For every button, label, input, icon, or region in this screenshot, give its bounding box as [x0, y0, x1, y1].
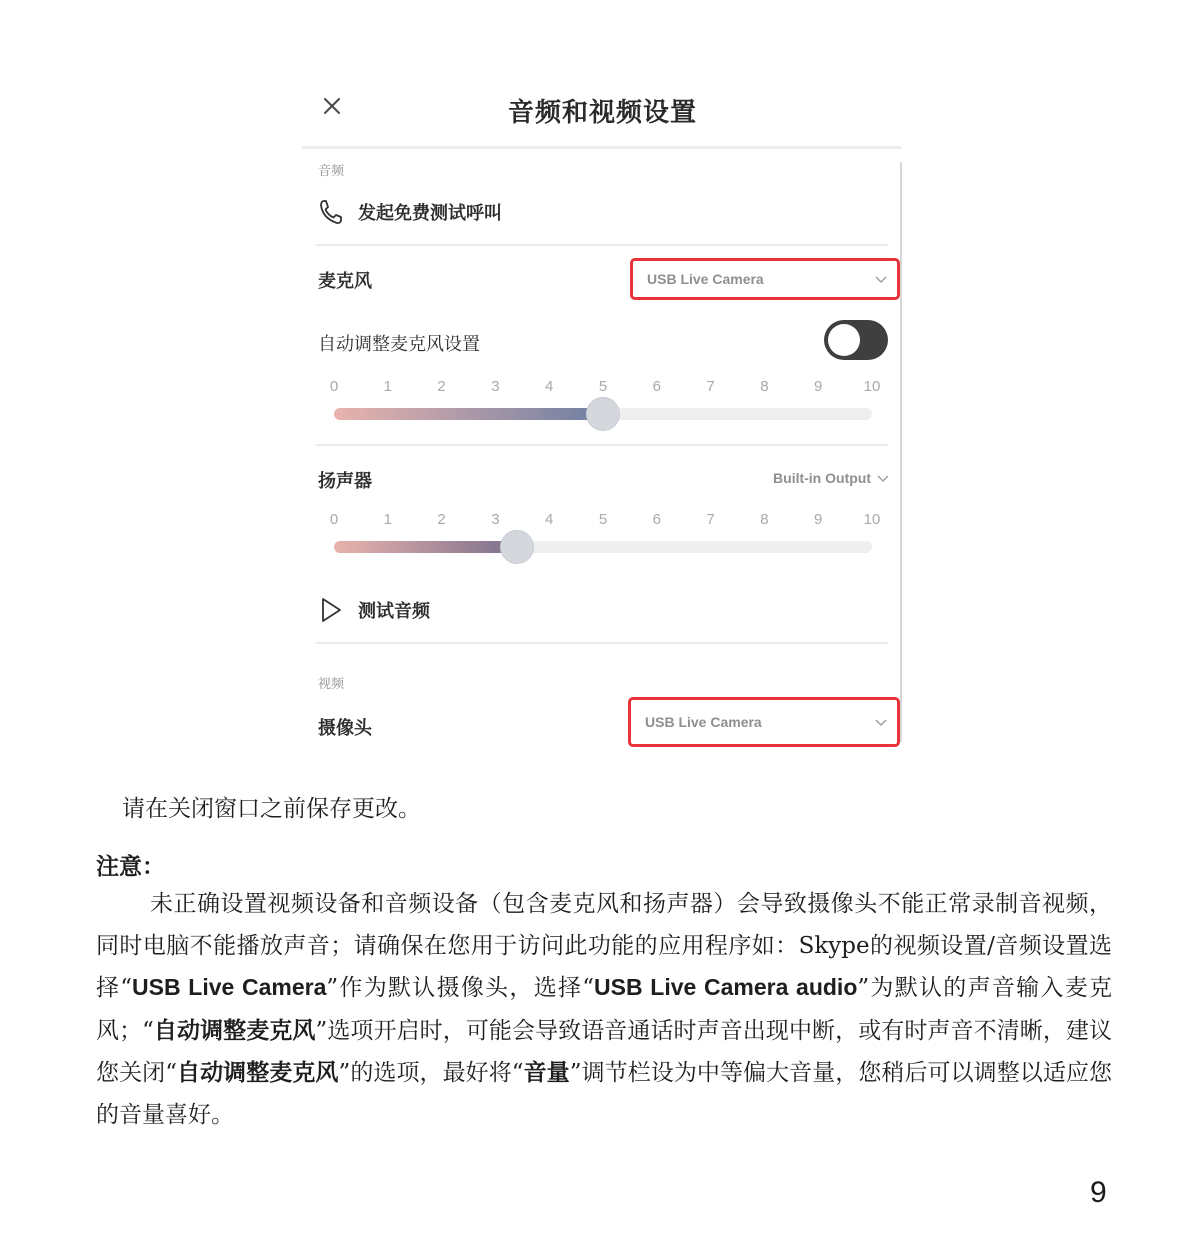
camera-select-value: USB Live Camera [645, 714, 762, 730]
scale-tick: 8 [760, 378, 769, 395]
scale-tick: 7 [706, 511, 715, 528]
divider [316, 444, 888, 446]
scale-tick: 2 [437, 378, 446, 395]
phone-icon [318, 198, 344, 226]
microphone-label: 麦克风 [318, 271, 372, 292]
camera-select[interactable] [628, 697, 900, 747]
note-heading: 注意： [96, 854, 165, 880]
auto-adjust-mic-toggle[interactable] [824, 320, 888, 360]
title-divider [302, 146, 902, 149]
test-call-button[interactable] [318, 198, 502, 226]
scale-tick: 3 [491, 378, 500, 395]
auto-adjust-mic-label: 自动调整麦克风设置 [318, 334, 480, 355]
microphone-select-value: USB Live Camera [647, 271, 764, 287]
scale-tick: 0 [329, 378, 339, 395]
divider [316, 642, 888, 644]
speaker-select[interactable] [773, 470, 889, 486]
note-emphasis: USB Live Camera [132, 974, 327, 1000]
audio-video-settings-dialog [300, 80, 905, 760]
note-body [96, 884, 1112, 1136]
scale-tick: 9 [814, 378, 823, 395]
note-emphasis: 自动调整麦克风 [176, 1059, 339, 1085]
scale-tick: 9 [814, 511, 823, 528]
speaker-label: 扬声器 [318, 471, 372, 492]
note-text: ”作为默认摄像头，选择“ [326, 975, 595, 1001]
chevron-down-icon [875, 717, 887, 727]
video-section-label: 视频 [318, 677, 345, 692]
chevron-down-icon [875, 274, 887, 284]
dialog-title: 音频和视频设置 [507, 98, 697, 128]
scale-tick: 5 [598, 511, 608, 528]
scale-tick: 10 [863, 378, 881, 395]
note-text: ”选项开启时，可能会导致语音通话时声音出现中断，或有时声音不清晰，建议您关闭“ [96, 1017, 1113, 1086]
scale-tick: 1 [383, 378, 392, 395]
microphone-slider-thumb[interactable] [586, 397, 620, 431]
test-call-label: 发起免费测试呼叫 [358, 203, 502, 224]
microphone-slider-fill [334, 408, 603, 420]
scale-tick: 10 [863, 511, 881, 528]
note-emphasis: 自动调整麦克风 [153, 1016, 316, 1043]
save-reminder: 请在关闭窗口之前保存更改。 [122, 796, 421, 822]
speaker-select-value: Built-in Output [773, 470, 871, 486]
scale-tick: 1 [383, 511, 392, 528]
scale-tick: 5 [598, 378, 608, 395]
speaker-slider-fill [334, 541, 517, 553]
play-icon [318, 596, 344, 624]
scale-tick: 7 [706, 378, 715, 395]
note-text: 未正确设置视频设备和音频设备（包含麦克风和扬声器）会导致摄像头不能正常录制音视频，同时电脑不能播放声音；请确保在您用于访问此功能的应用程序如：Skype的视频设置/音频设置选择“ [96, 891, 1112, 1001]
test-audio-button[interactable] [318, 596, 430, 624]
scale-tick: 2 [437, 511, 446, 528]
audio-section-label: 音频 [318, 164, 345, 179]
note-emphasis: USB Live Camera audio [594, 974, 858, 1000]
toggle-knob [828, 324, 860, 356]
scale-tick: 6 [652, 378, 661, 395]
note-text: ”为默认的声音输入麦克风；“ [96, 975, 1112, 1044]
microphone-scale [320, 378, 880, 398]
microphone-select[interactable] [630, 258, 900, 300]
speaker-volume-slider[interactable] [334, 541, 872, 553]
scrollbar[interactable] [900, 162, 902, 742]
chevron-down-icon [877, 473, 889, 483]
scale-tick: 8 [760, 511, 769, 528]
note-emphasis: 音量 [523, 1059, 570, 1085]
test-audio-label: 测试音频 [358, 601, 430, 622]
scale-tick: 3 [491, 511, 500, 528]
speaker-slider-thumb[interactable] [500, 530, 534, 564]
scale-tick: 4 [545, 378, 554, 395]
note-text: ”调节栏设为中等偏大音量，您稍后可以调整以适应您的音量喜好。 [96, 1060, 1113, 1128]
note-text: ”的选项，最好将“ [338, 1060, 524, 1086]
speaker-scale [320, 511, 880, 531]
page-number: 9 [1090, 1176, 1107, 1209]
camera-label: 摄像头 [318, 718, 372, 739]
microphone-volume-slider[interactable] [334, 408, 872, 420]
scale-tick: 4 [545, 511, 554, 528]
scale-tick: 6 [652, 511, 661, 528]
scale-tick: 0 [329, 511, 339, 528]
divider [316, 244, 888, 246]
